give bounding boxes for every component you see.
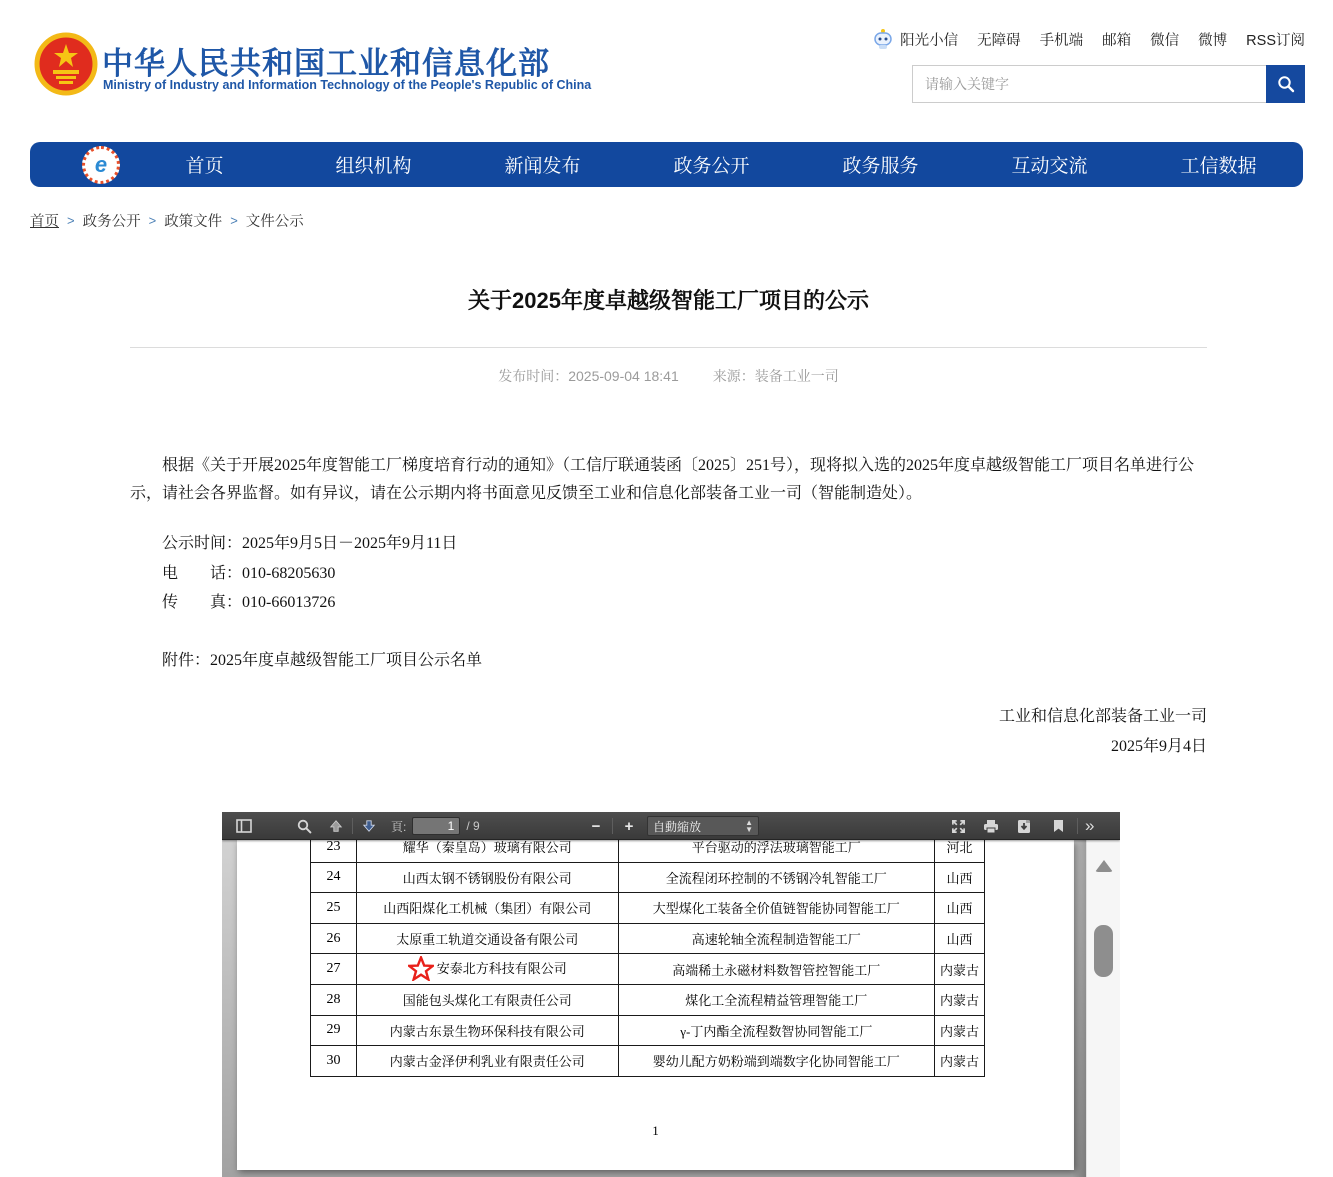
bookmark-button[interactable] — [1046, 815, 1070, 837]
previous-page-button[interactable] — [324, 815, 348, 837]
download-button[interactable] — [1012, 815, 1036, 837]
sidebar-toggle-button[interactable] — [232, 815, 256, 837]
table-body — [311, 840, 985, 1076]
cell-row-number: 27 — [311, 954, 357, 985]
site-header — [0, 0, 1333, 130]
site-title: 中华人民共和国工业和信息化部 — [102, 46, 550, 81]
cell-project-name: 煤化工全流程精益管理智能工厂 — [618, 984, 934, 1015]
breadcrumb-separator: > — [67, 213, 75, 228]
print-button[interactable] — [979, 815, 1003, 837]
article — [130, 248, 1207, 762]
nav-item-home[interactable]: 首页 — [185, 156, 224, 177]
quick-link-sunshine[interactable]: 阳光小信 — [900, 32, 959, 49]
arrow-down-icon — [362, 819, 376, 833]
quick-link-mail[interactable]: 邮箱 — [1102, 32, 1132, 49]
cell-company-name: 安泰北方科技有限公司 — [356, 954, 618, 985]
cell-project-name: 全流程闭环控制的不锈钢冷轧智能工厂 — [618, 862, 934, 893]
cell-company-name: 山西太钢不锈钢股份有限公司 — [356, 862, 618, 893]
breadcrumb-doc-publicity[interactable]: 文件公示 — [245, 214, 304, 230]
cell-province: 山西 — [935, 862, 985, 893]
table-row — [311, 954, 985, 985]
pdf-viewer — [222, 812, 1120, 1177]
site-subtitle: Ministry of Industry and Information Technology of the People's Republic of China — [103, 78, 592, 92]
article-meta — [130, 366, 1207, 386]
breadcrumb-home[interactable]: 首页 — [30, 214, 59, 230]
cell-project-name: 婴幼儿配方奶粉端到端数字化协同智能工厂 — [618, 1046, 934, 1077]
cell-row-number: 23 — [311, 840, 357, 862]
zoom-out-button[interactable]: − — [591, 817, 601, 835]
telephone-line: 电 话：010-68205630 — [162, 564, 336, 582]
quick-link-wechat[interactable]: 微信 — [1150, 32, 1180, 49]
signature-block — [130, 702, 1207, 762]
scrollbar-thumb[interactable] — [1094, 925, 1113, 977]
zoom-in-button[interactable]: + — [624, 817, 634, 835]
breadcrumb — [30, 210, 304, 231]
breadcrumb-policy-docs[interactable]: 政策文件 — [164, 214, 223, 230]
cell-row-number: 24 — [311, 862, 357, 893]
nav-item-interaction[interactable]: 互动交流 — [1011, 156, 1088, 177]
page-number-input[interactable] — [412, 817, 460, 835]
cell-province: 内蒙古 — [935, 1046, 985, 1077]
breadcrumb-separator: > — [148, 213, 157, 228]
next-page-button[interactable] — [357, 815, 381, 837]
cell-company-name: 内蒙古金泽伊利乳业有限责任公司 — [356, 1046, 618, 1077]
arrow-up-icon — [329, 819, 343, 833]
nav-item-news[interactable]: 新闻发布 — [504, 156, 581, 177]
cell-province: 山西 — [935, 923, 985, 954]
signature-date: 2025年9月4日 — [1110, 738, 1207, 755]
cell-company-name: 耀华（秦皇岛）玻璃有限公司 — [356, 840, 618, 862]
breadcrumb-gov-disclosure[interactable]: 政务公开 — [82, 214, 141, 230]
publish-time-label: 发布时间： — [498, 368, 569, 384]
cell-company-name: 太原重工轨道交通设备有限公司 — [356, 923, 618, 954]
cell-project-name: γ-丁内酯全流程数智协同智能工厂 — [618, 1015, 934, 1046]
cell-project-name: 大型煤化工装备全价值链智能协同智能工厂 — [618, 893, 934, 924]
mascot-icon — [873, 28, 893, 50]
page-total: / 9 — [466, 819, 480, 833]
sidebar-toggle-icon — [236, 819, 252, 833]
publish-time: 2025-09-04 18:41 — [568, 368, 679, 384]
attachment-line[interactable]: 附件：2025年度卓越级智能工厂项目公示名单 — [162, 651, 483, 669]
cell-province: 内蒙古 — [935, 1015, 985, 1046]
print-icon — [983, 819, 999, 834]
nav-item-gov-disclosure[interactable]: 政务公开 — [673, 156, 750, 177]
pdf-toolbar — [222, 812, 1120, 840]
cell-project-name: 高端稀土永磁材料数智管控智能工厂 — [618, 954, 934, 985]
quick-links — [873, 28, 1305, 50]
nav-item-organization[interactable]: 组织机构 — [335, 156, 412, 177]
search-icon — [1277, 75, 1295, 93]
find-button[interactable] — [292, 815, 316, 837]
signature-department: 工业和信息化部装备工业一司 — [998, 708, 1207, 725]
table-row — [311, 1015, 985, 1046]
main-nav — [30, 142, 1303, 187]
table-row — [311, 984, 985, 1015]
publicity-period-line: 公示时间：2025年9月5日－2025年9月11日 — [162, 535, 458, 552]
search-input[interactable] — [912, 65, 1266, 103]
cell-project-name: 高速轮轴全流程制造智能工厂 — [618, 923, 934, 954]
table-row — [311, 893, 985, 924]
table-row — [311, 923, 985, 954]
cell-company-name: 山西阳煤化工机械（集团）有限公司 — [356, 893, 618, 924]
miit-gear-logo-icon: e — [82, 146, 120, 184]
select-spinner-icon: ▲ ▼ — [745, 818, 753, 834]
page-label: 頁: — [391, 819, 407, 834]
presentation-mode-button[interactable] — [946, 815, 970, 837]
source-label: 来源： — [712, 368, 755, 384]
cell-province: 河北 — [935, 840, 985, 862]
cell-province: 山西 — [935, 893, 985, 924]
page-edge-shadow — [1072, 840, 1086, 1177]
nav-item-data[interactable]: 工信数据 — [1180, 156, 1257, 177]
pdf-viewer-body — [222, 840, 1120, 1177]
nav-items — [120, 151, 1303, 178]
cell-province: 内蒙古 — [935, 984, 985, 1015]
cell-row-number: 26 — [311, 923, 357, 954]
pdf-page — [237, 840, 1074, 1170]
quick-link-rss[interactable]: RSS订阅 — [1246, 32, 1305, 49]
cell-company-name: 内蒙古东景生物环保科技有限公司 — [356, 1015, 618, 1046]
table-row — [311, 862, 985, 893]
site-search — [912, 65, 1305, 103]
cell-project-name: 平台驱动的浮法玻璃智能工厂 — [618, 840, 934, 862]
cell-row-number: 30 — [311, 1046, 357, 1077]
cell-row-number: 29 — [311, 1015, 357, 1046]
download-icon — [1017, 819, 1031, 834]
quick-link-weibo[interactable]: 微博 — [1198, 32, 1228, 49]
pdf-page-footer-number: 1 — [652, 1123, 659, 1138]
article-paragraph: 根据《关于开展2025年度智能工厂梯度培育行动的通知》（工信厅联通装函〔2025〕251号），现将拟入选的2025年度卓越级智能工厂项目名单进行公示，请社会各界监督。如有异议，请在公示期内将书面意见反馈至工业和信息化部装备工业一司（智能制造处）。 — [130, 457, 1195, 502]
article-title: 关于2025年度卓越级智能工厂项目的公示 — [468, 288, 869, 313]
source-value: 装备工业一司 — [754, 368, 839, 384]
red-star-annotation-icon — [408, 956, 434, 981]
table-row — [311, 1046, 985, 1077]
fullscreen-icon — [951, 819, 966, 834]
scroll-up-arrow-icon[interactable] — [1095, 860, 1113, 872]
zoom-select[interactable] — [647, 816, 759, 836]
bookmark-icon — [1053, 819, 1064, 833]
cell-company-name: 国能包头煤化工有限责任公司 — [356, 984, 618, 1015]
quick-link-mobile[interactable]: 手机端 — [1039, 32, 1084, 49]
toolbar-more-button[interactable]: » — [1085, 816, 1095, 835]
table-row — [311, 840, 985, 862]
cell-row-number: 28 — [311, 984, 357, 1015]
cell-province: 内蒙古 — [935, 954, 985, 985]
fax-line: 传 真：010-66013726 — [162, 594, 336, 611]
search-button[interactable] — [1266, 65, 1305, 103]
find-icon — [297, 819, 312, 834]
cell-row-number: 25 — [311, 893, 357, 924]
article-body — [130, 452, 1207, 762]
title-divider — [130, 347, 1207, 348]
pdf-scrollbar[interactable] — [1086, 840, 1120, 1177]
quick-link-accessibility[interactable]: 无障碍 — [977, 32, 1021, 49]
nav-item-gov-services[interactable]: 政务服务 — [842, 156, 919, 177]
zoom-select-value: 自動縮放 — [653, 819, 702, 834]
breadcrumb-separator: > — [230, 213, 238, 228]
national-emblem-logo — [34, 32, 98, 96]
publicity-list-table — [310, 840, 985, 1077]
